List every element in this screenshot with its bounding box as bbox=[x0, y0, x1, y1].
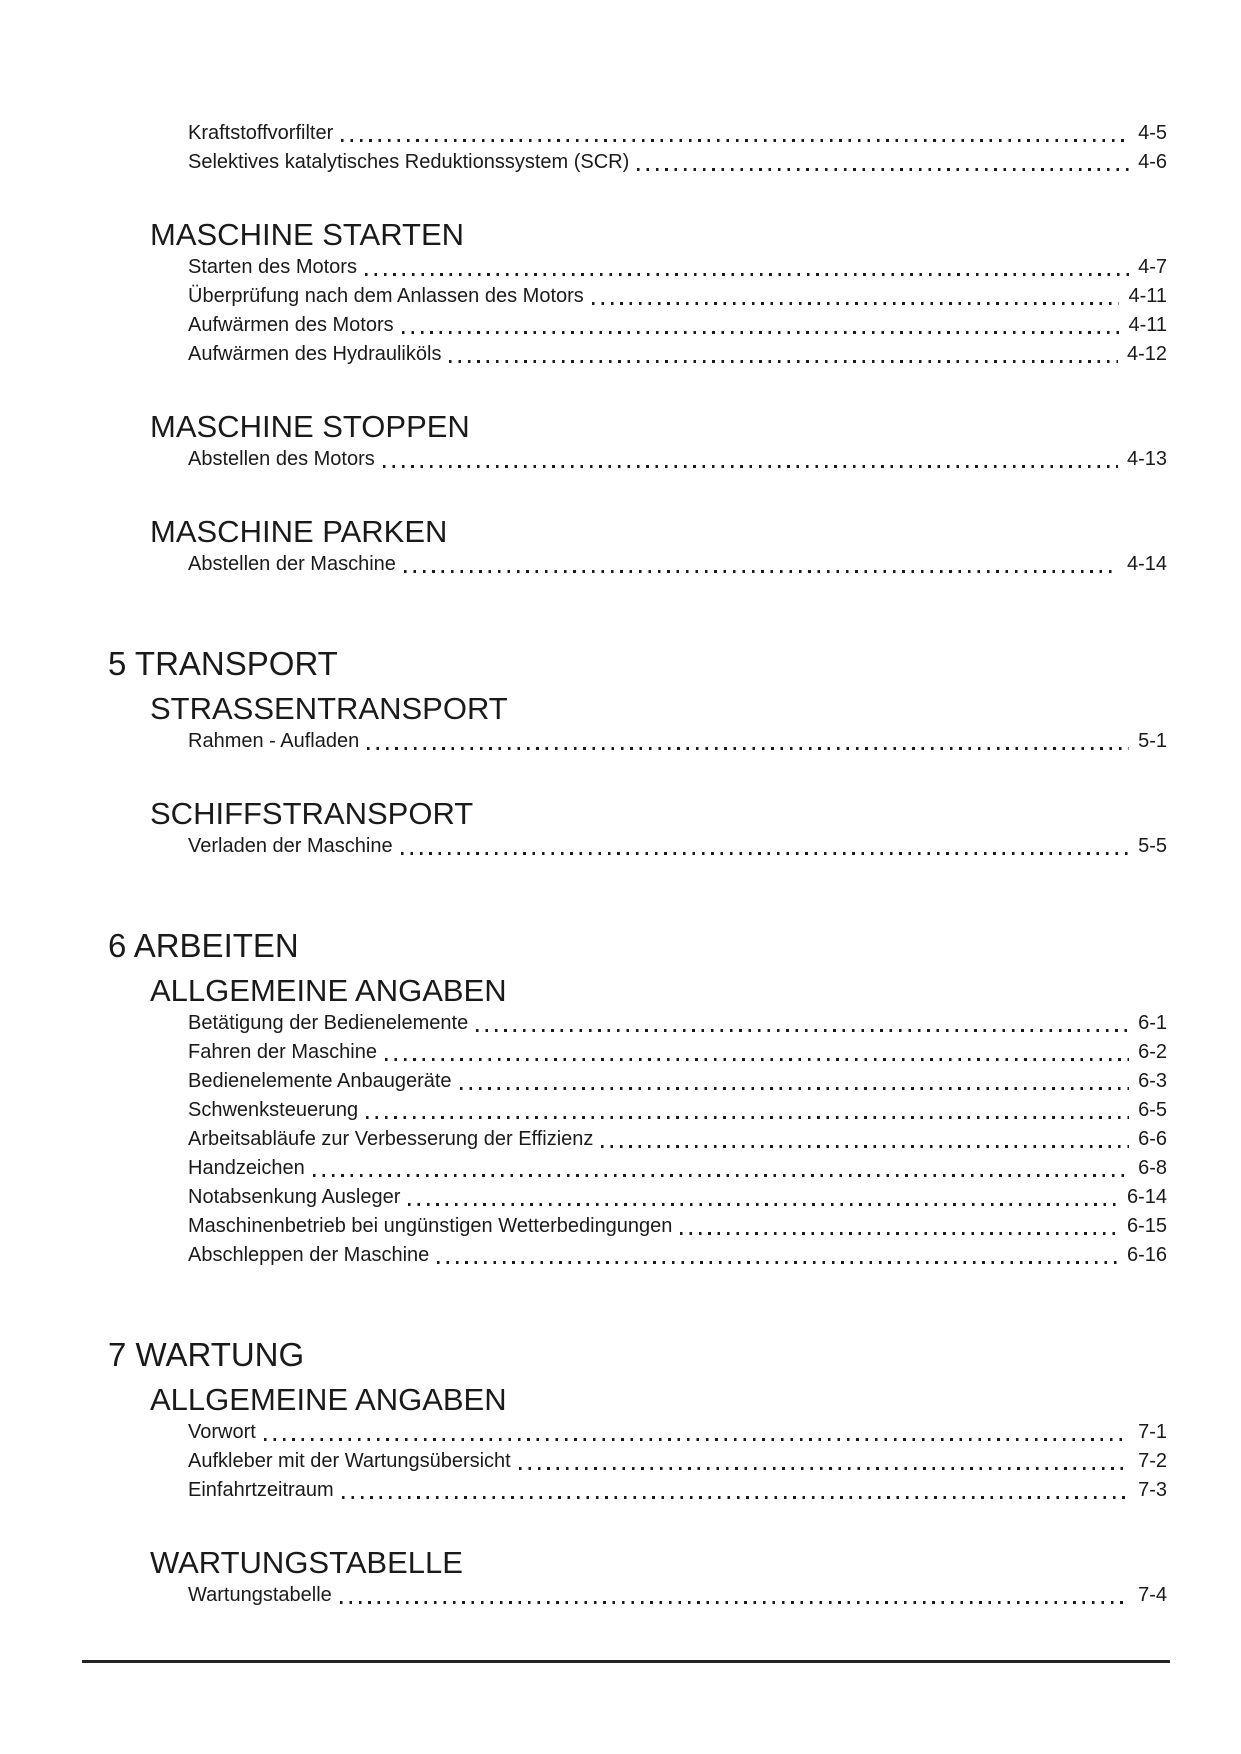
toc-entry bbox=[188, 1154, 1167, 1183]
section-heading: ALLGEMEINE ANGABEN bbox=[150, 1382, 507, 1417]
toc-entry-label: Kraftstoffvorfilter bbox=[188, 122, 334, 144]
toc-entry-page: 6-1 bbox=[1138, 1012, 1167, 1034]
toc-entry-label: Selektives katalytisches Reduktionssystem (SCR) bbox=[188, 151, 630, 173]
section-heading: SCHIFFSTRANSPORT bbox=[150, 796, 474, 831]
toc-entry-label: Notabsenkung Ausleger bbox=[188, 1186, 401, 1208]
toc-entry bbox=[188, 119, 1167, 148]
dot-leader bbox=[264, 1438, 1129, 1441]
toc-entry-page: 6-3 bbox=[1138, 1070, 1167, 1092]
toc-entry-page: 4-6 bbox=[1138, 151, 1167, 173]
toc-entry-group bbox=[0, 1581, 1241, 1610]
dot-leader bbox=[404, 570, 1118, 573]
toc-entry-label: Starten des Motors bbox=[188, 256, 357, 278]
dot-leader bbox=[385, 1058, 1129, 1061]
toc-entry bbox=[188, 550, 1167, 579]
chapter-heading: 6 ARBEITEN bbox=[108, 927, 299, 964]
toc-entry bbox=[188, 148, 1167, 177]
section-heading: ALLGEMEINE ANGABEN bbox=[150, 973, 507, 1008]
toc-entry bbox=[188, 1067, 1167, 1096]
toc-entry-group bbox=[0, 550, 1241, 579]
toc-entry-group bbox=[0, 1418, 1241, 1505]
toc-entry bbox=[188, 1038, 1167, 1067]
dot-leader bbox=[476, 1029, 1129, 1032]
toc-entry-page: 6-14 bbox=[1126, 1186, 1167, 1208]
toc-entry-label: Wartungstabelle bbox=[188, 1584, 332, 1606]
chapter-heading: 5 TRANSPORT bbox=[108, 645, 338, 682]
toc-entry-label: Aufkleber mit der Wartungsübersicht bbox=[188, 1450, 511, 1472]
section-heading: WARTUNGSTABELLE bbox=[150, 1545, 463, 1580]
toc-entry-label: Abschleppen der Maschine bbox=[188, 1244, 430, 1266]
toc-entry bbox=[188, 445, 1167, 474]
toc-entry bbox=[188, 1418, 1167, 1447]
toc-entry bbox=[188, 340, 1167, 369]
toc-entry-page: 6-8 bbox=[1138, 1157, 1167, 1179]
toc-entry-label: Arbeitsabläufe zur Verbesserung der Effizienz bbox=[188, 1128, 594, 1150]
toc-entry-label: Fahren der Maschine bbox=[188, 1041, 377, 1063]
toc-entry bbox=[188, 1125, 1167, 1154]
dot-leader bbox=[313, 1174, 1129, 1177]
toc-entry-page: 7-4 bbox=[1138, 1584, 1167, 1606]
toc-entry-label: Schwenksteuerung bbox=[188, 1099, 359, 1121]
toc-entry-group bbox=[0, 253, 1241, 369]
toc-entry bbox=[188, 311, 1167, 340]
toc-entry-page: 4-11 bbox=[1128, 285, 1167, 307]
chapter-heading: 7 WARTUNG bbox=[108, 1336, 305, 1373]
dot-leader bbox=[601, 1145, 1129, 1148]
toc-entry-label: Betätigung der Bedienelemente bbox=[188, 1012, 469, 1034]
toc-entry bbox=[188, 1447, 1167, 1476]
toc-entry bbox=[188, 1581, 1167, 1610]
toc-entry-page: 5-5 bbox=[1138, 835, 1167, 857]
toc-entry-label: Bedienelemente Anbaugeräte bbox=[188, 1070, 452, 1092]
dot-leader bbox=[449, 360, 1118, 363]
toc-entry-label: Abstellen des Motors bbox=[188, 448, 375, 470]
toc-entry-page: 6-16 bbox=[1126, 1244, 1167, 1266]
toc-entry-label: Verladen der Maschine bbox=[188, 835, 393, 857]
dot-leader bbox=[342, 1496, 1129, 1499]
toc-entry bbox=[188, 1096, 1167, 1125]
dot-leader bbox=[637, 168, 1129, 171]
footer-rule bbox=[82, 1660, 1170, 1663]
toc-entry-group bbox=[0, 832, 1241, 861]
toc-entry bbox=[188, 1009, 1167, 1038]
toc-entry-page: 6-6 bbox=[1138, 1128, 1167, 1150]
toc-entry bbox=[188, 282, 1167, 311]
dot-leader bbox=[367, 747, 1129, 750]
toc-entry-page: 7-2 bbox=[1138, 1450, 1167, 1472]
dot-leader bbox=[341, 139, 1129, 142]
toc-entry bbox=[188, 727, 1167, 756]
dot-leader bbox=[402, 331, 1120, 334]
toc-entry bbox=[188, 1476, 1167, 1505]
toc-entry-page: 4-7 bbox=[1138, 256, 1167, 278]
toc-entry-page: 4-12 bbox=[1126, 343, 1167, 365]
toc-entry bbox=[188, 253, 1167, 282]
toc-entry bbox=[188, 1183, 1167, 1212]
dot-leader bbox=[680, 1232, 1118, 1235]
dot-leader bbox=[519, 1467, 1129, 1470]
toc-entry-page: 6-15 bbox=[1126, 1215, 1167, 1237]
toc-entry-page: 4-14 bbox=[1126, 553, 1167, 575]
toc-entry-page: 6-5 bbox=[1138, 1099, 1167, 1121]
dot-leader bbox=[365, 273, 1129, 276]
toc-entry-page: 7-1 bbox=[1138, 1421, 1167, 1443]
toc-entry-label: Aufwärmen des Motors bbox=[188, 314, 394, 336]
section-heading: MASCHINE STARTEN bbox=[150, 217, 465, 252]
toc-entry-page: 4-13 bbox=[1126, 448, 1167, 470]
toc-entry-label: Vorwort bbox=[188, 1421, 256, 1443]
dot-leader bbox=[437, 1261, 1118, 1264]
dot-leader bbox=[366, 1116, 1129, 1119]
toc-entry bbox=[188, 1212, 1167, 1241]
dot-leader bbox=[408, 1203, 1118, 1206]
toc-entry-group bbox=[0, 445, 1241, 474]
section-heading: MASCHINE STOPPEN bbox=[150, 409, 470, 444]
toc-entry-label: Abstellen der Maschine bbox=[188, 553, 396, 575]
toc-entry bbox=[188, 1241, 1167, 1270]
dot-leader bbox=[401, 852, 1130, 855]
toc-entry-page: 4-5 bbox=[1138, 122, 1167, 144]
section-heading: MASCHINE PARKEN bbox=[150, 514, 448, 549]
dot-leader bbox=[460, 1087, 1130, 1090]
toc-entry-page: 5-1 bbox=[1138, 730, 1167, 752]
toc-entry-label: Einfahrtzeitraum bbox=[188, 1479, 334, 1501]
toc-entry-label: Handzeichen bbox=[188, 1157, 305, 1179]
toc-entry-label: Aufwärmen des Hydrauliköls bbox=[188, 343, 442, 365]
toc-entry-page: 7-3 bbox=[1138, 1479, 1167, 1501]
toc-entry-label: Maschinenbetrieb bei ungünstigen Wetterbedingungen bbox=[188, 1215, 673, 1237]
toc-entry-page: 4-11 bbox=[1128, 314, 1167, 336]
toc-entry-group bbox=[0, 727, 1241, 756]
toc-entry-page: 6-2 bbox=[1138, 1041, 1167, 1063]
dot-leader bbox=[340, 1601, 1129, 1604]
toc-entry bbox=[188, 832, 1167, 861]
toc-entry-label: Rahmen - Aufladen bbox=[188, 730, 360, 752]
dot-leader bbox=[383, 465, 1118, 468]
toc-entry-label: Überprüfung nach dem Anlassen des Motors bbox=[188, 285, 584, 307]
toc-entry-group bbox=[0, 1009, 1241, 1270]
section-heading: STRASSENTRANSPORT bbox=[150, 691, 508, 726]
dot-leader bbox=[592, 302, 1120, 305]
toc-entry-group bbox=[0, 119, 1241, 177]
